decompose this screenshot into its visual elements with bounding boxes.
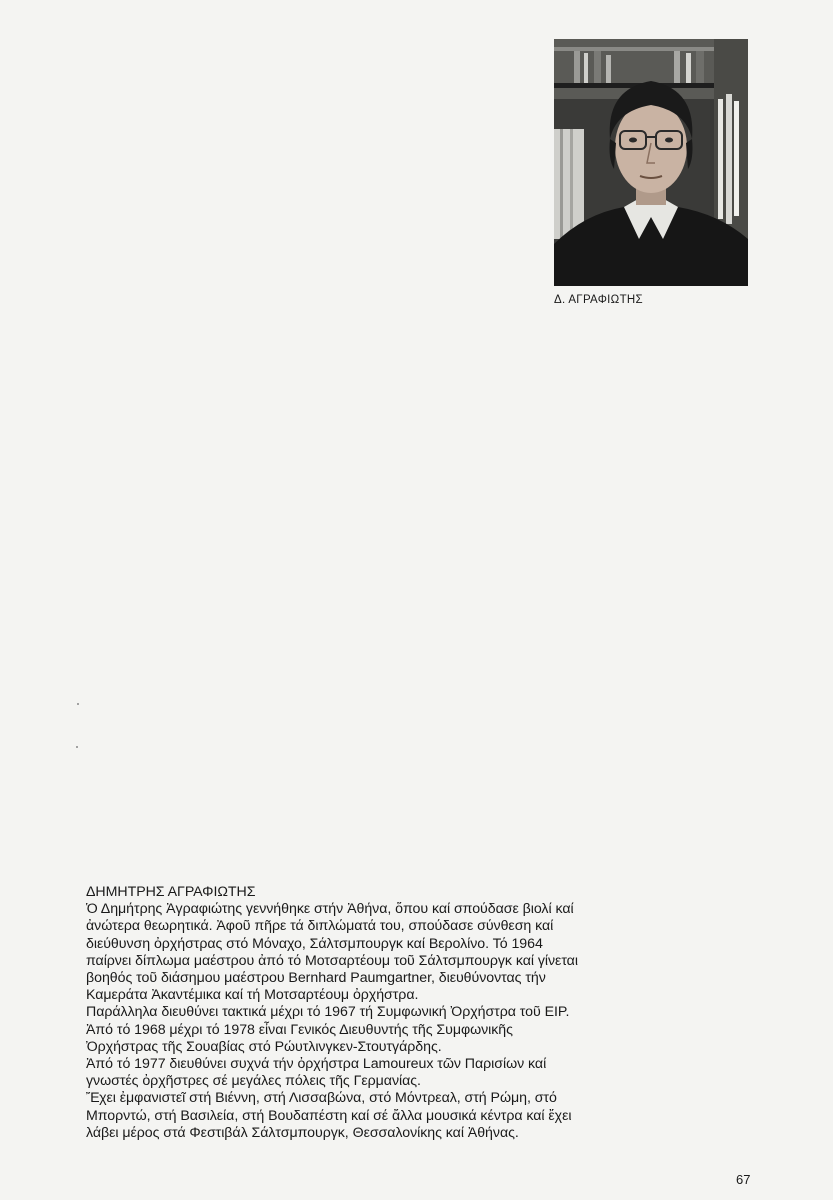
bio-line: Παράλληλα διευθύνει τακτικά μέχρι τό 1967 τή Συμφωνική Ὀρχήστρα τοῦ ΕΙΡ.: [86, 1004, 570, 1021]
bio-line: Ὀρχήστρας τῆς Σουαβίας στό Ρώυτλινγκεν-Στουτγάρδης.: [86, 1038, 442, 1055]
bio-line: διεύθυνση ὀρχήστρας στό Μόναχο, Σάλτσμπουργκ καί Βερολίνο. Τό 1964: [86, 935, 543, 952]
bio-line: Ἔχει ἐμφανιστεῖ στή Βιέννη, στή Λισσαβώνα, στό Μόντρεαλ, στή Ρώμη, στό: [86, 1090, 557, 1107]
bio-line: Ἀπό τό 1977 διευθύνει συχνά τήν ὀρχήστρα Lamoureux τῶν Παρισίων καί: [86, 1056, 547, 1073]
bio-line: βοηθός τοῦ διάσημου μαέστρου Bernhard Paumgartner, διευθύνοντας τήν: [86, 970, 546, 987]
bio-line: Μπορντώ, στή Βασιλεία, στή Βουδαπέστη καί σέ ἄλλα μουσικά κέντρα καί ἔχει: [86, 1107, 572, 1124]
bio-line: ἀνώτερα θεωρητικά. Ἀφοῦ πῆρε τά διπλώματά του, σπούδασε σύνθεση καί: [86, 918, 554, 935]
portrait-photo: [554, 39, 748, 286]
bio-line: Ἀπό τό 1968 μέχρι τό 1978 εἶναι Γενικός Διευθυντής τῆς Συμφωνικῆς: [86, 1021, 513, 1038]
paper-speck: [76, 746, 78, 748]
photo-caption: Δ. ΑΓΡΑΦΙΩΤΗΣ: [554, 294, 643, 306]
bio-line: Ὁ Δημήτρης Ἀγραφιώτης γεννήθηκε στήν Ἀθήνα, ὅπου καί σπούδασε βιολί καί: [86, 901, 574, 918]
biography-text: [86, 884, 766, 1142]
bio-line: Καμεράτα Ἀκαντέμικα καί τή Μοτσαρτέουμ ὀρχήστρα.: [86, 987, 419, 1004]
biography-heading: ΔΗΜΗΤΡΗΣ ΑΓΡΑΦΙΩΤΗΣ: [86, 884, 256, 900]
bio-line: παίρνει δίπλωμα μαέστρου ἀπό τό Μοτσαρτέουμ τοῦ Σάλτσμπουργκ καί γίνεται: [86, 952, 578, 969]
paper-speck: [77, 703, 79, 705]
bio-line: γνωστές ὀρχῆστρες σέ μεγάλες πόλεις τῆς Γερμανίας.: [86, 1073, 421, 1090]
page-number: 67: [736, 1172, 751, 1187]
bio-line: λάβει μέρος στά Φεστιβάλ Σάλτσμπουργκ, Θεσσαλονίκης καί Ἀθήνας.: [86, 1124, 519, 1141]
